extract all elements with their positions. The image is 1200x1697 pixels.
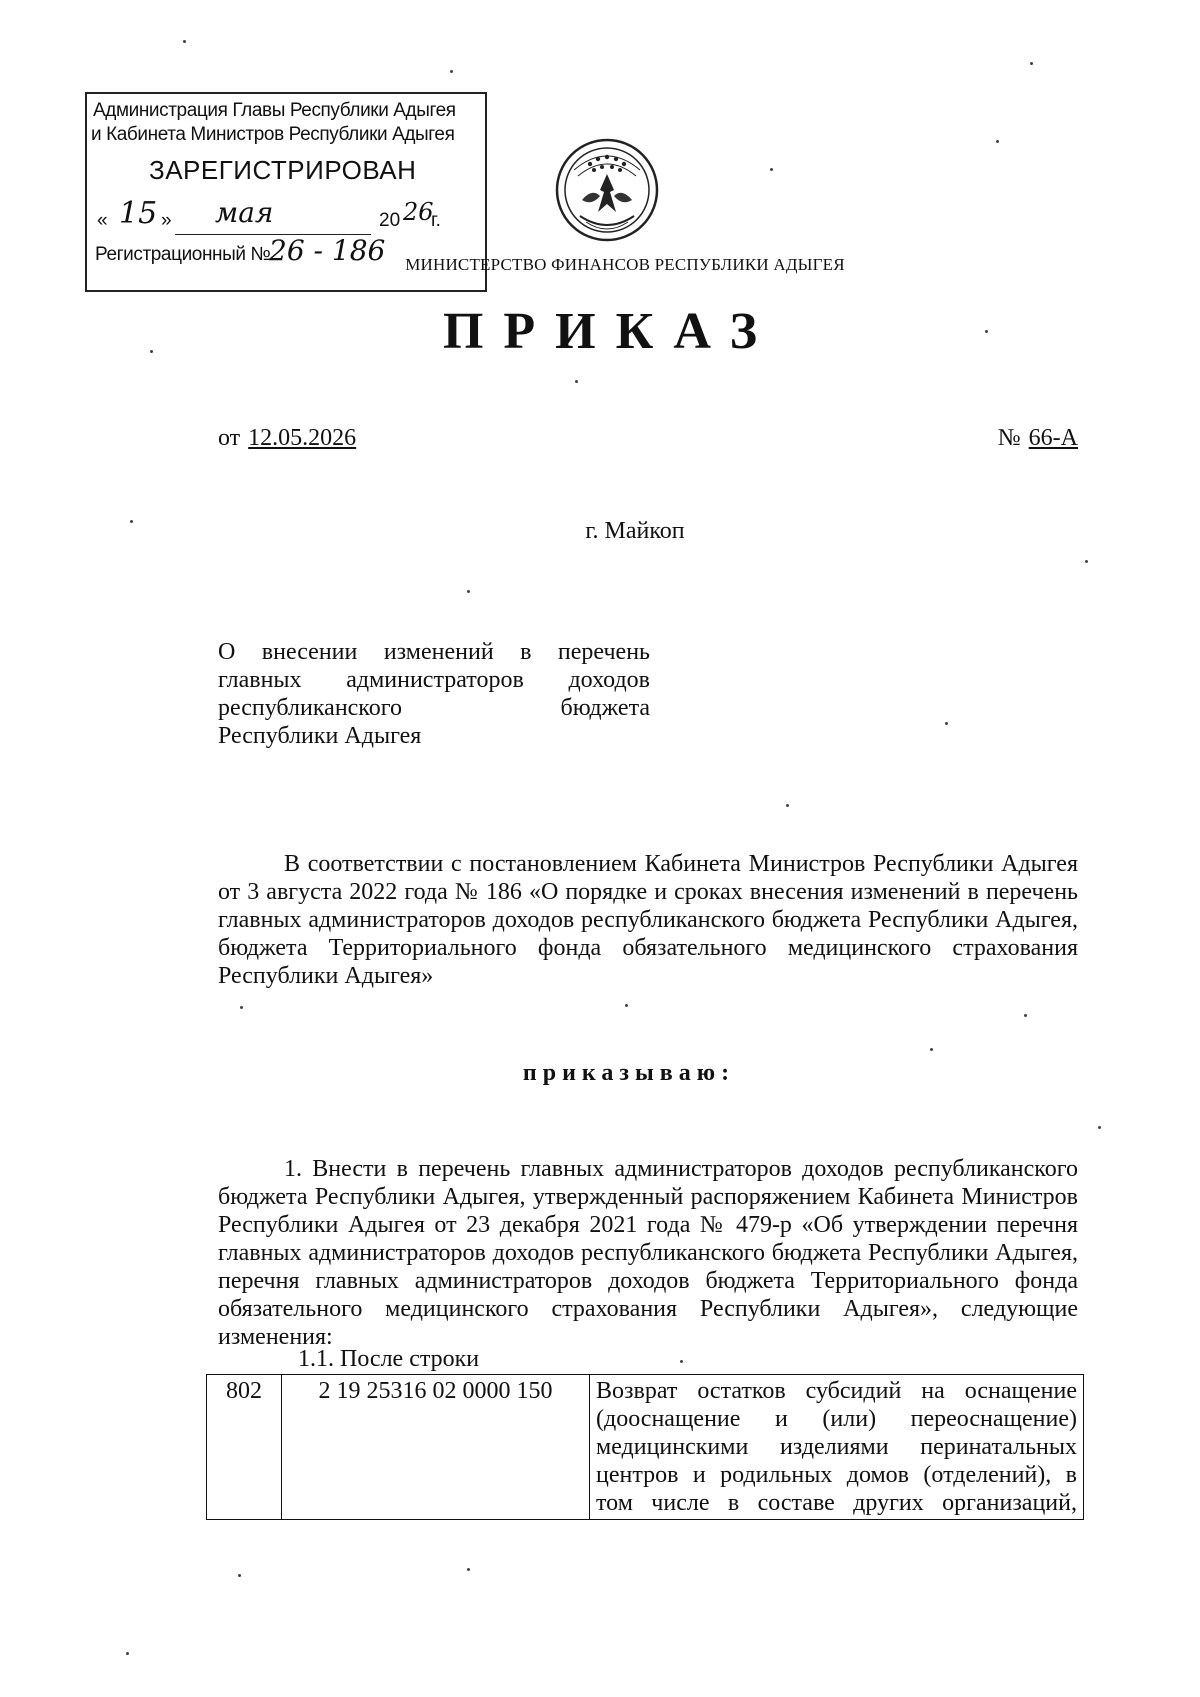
scan-speck — [467, 1568, 470, 1571]
scan-speck — [1098, 1126, 1101, 1129]
scan-speck — [450, 70, 453, 73]
scan-speck — [930, 1048, 933, 1051]
coat-of-arms-icon — [552, 130, 662, 250]
scan-speck — [130, 520, 133, 523]
order-number — [998, 425, 1078, 452]
stamp-registered: ЗАРЕГИСТРИРОВАН — [149, 155, 417, 185]
scan-speck — [467, 590, 470, 593]
scan-speck — [183, 40, 186, 43]
scan-speck — [238, 1574, 241, 1577]
stamp-line-1: Администрация Главы Республики Адыгея — [93, 100, 456, 121]
scan-speck — [945, 722, 948, 725]
scan-speck — [996, 140, 999, 143]
income-code-cell: 2 19 25316 02 0000 150 — [282, 1375, 590, 1520]
scan-speck — [625, 1004, 628, 1007]
scan-speck — [126, 1652, 129, 1655]
scan-speck — [1085, 560, 1088, 563]
income-codes-table — [206, 1374, 1084, 1520]
order-date-value: 12.05.2026 — [248, 425, 357, 451]
scan-speck — [1030, 62, 1033, 65]
scan-speck — [985, 330, 988, 333]
subject-line: республиканского бюджета — [218, 695, 650, 721]
item-1-1: 1.1. После строки — [298, 1346, 480, 1372]
order-number-value: 66-А — [1028, 425, 1078, 451]
stamp-year-suffix: 26 — [403, 198, 434, 226]
scan-speck — [786, 804, 789, 807]
description-cell: Возврат остатков субсидий на оснащение (дооснащение и (или) переоснащение) медицинскими изделиями перинатальных центров и родильных домов (отделений), в том числе в составе других организаций, — [590, 1375, 1084, 1520]
order-date-label: от — [218, 425, 241, 451]
subject-line: О внесении изменений в перечень — [218, 639, 650, 665]
scan-speck — [150, 350, 153, 353]
item-1-paragraph: 1. Внести в перечень главных администраторов доходов республиканского бюджета Республики Адыгея, утвержденный распоряжением Кабинета Министров Республики Адыгея от 23 декабря 2021 года № 479-р «Об утверждении перечня главных администраторов доходов республиканского бюджета Республики Адыгея, перечня главных администраторов доходов бюджета Территориального фонда обязательного медицинского страхования Республики Адыгея», следующие изменения: — [218, 1156, 1078, 1350]
stamp-date — [97, 196, 477, 234]
ministry-name: МИНИСТЕРСТВО ФИНАНСОВ РЕСПУБЛИКИ АДЫГЕЯ — [405, 255, 845, 274]
scan-speck — [240, 1006, 243, 1009]
city: г. Майкоп — [585, 518, 685, 544]
scan-speck — [575, 380, 578, 383]
table-row — [207, 1375, 1084, 1520]
order-number-label: № — [997, 425, 1021, 451]
stamp-month: мая — [215, 196, 274, 229]
order-date — [218, 425, 356, 452]
stamp-reg-number: 26 - 186 — [269, 234, 386, 267]
stamp-open-quote: « — [97, 210, 108, 231]
stamp-reg-label: Регистрационный № — [95, 244, 271, 265]
scan-speck — [680, 1360, 683, 1363]
order-subject — [218, 638, 650, 750]
scan-speck — [770, 168, 773, 171]
admin-code-cell: 802 — [207, 1375, 282, 1520]
stamp-year-g: г. — [431, 210, 441, 231]
stamp-day: 15 — [119, 196, 158, 231]
preamble-paragraph: В соответствии с постановлением Кабинета Министров Республики Адыгея от 3 августа 2022 года № 186 «О порядке и сроках внесения изменений в перечень главных администраторов доходов республиканского бюджета Республики Адыгея, бюджета Территориального фонда обязательного медицинского страхования Республики Адыгея» — [218, 851, 1078, 989]
subject-line: главных администраторов доходов — [218, 667, 650, 693]
orders-word: приказываю: — [522, 1060, 736, 1086]
document-title: ПРИКАЗ — [442, 303, 778, 360]
scan-speck — [1024, 1014, 1027, 1017]
stamp-close-quote: » — [161, 210, 172, 231]
stamp-year-prefix: 20 — [379, 210, 401, 231]
stamp-line-2: и Кабинета Министров Республики Адыгея — [91, 124, 455, 145]
subject-line: Республики Адыгея — [218, 723, 422, 749]
